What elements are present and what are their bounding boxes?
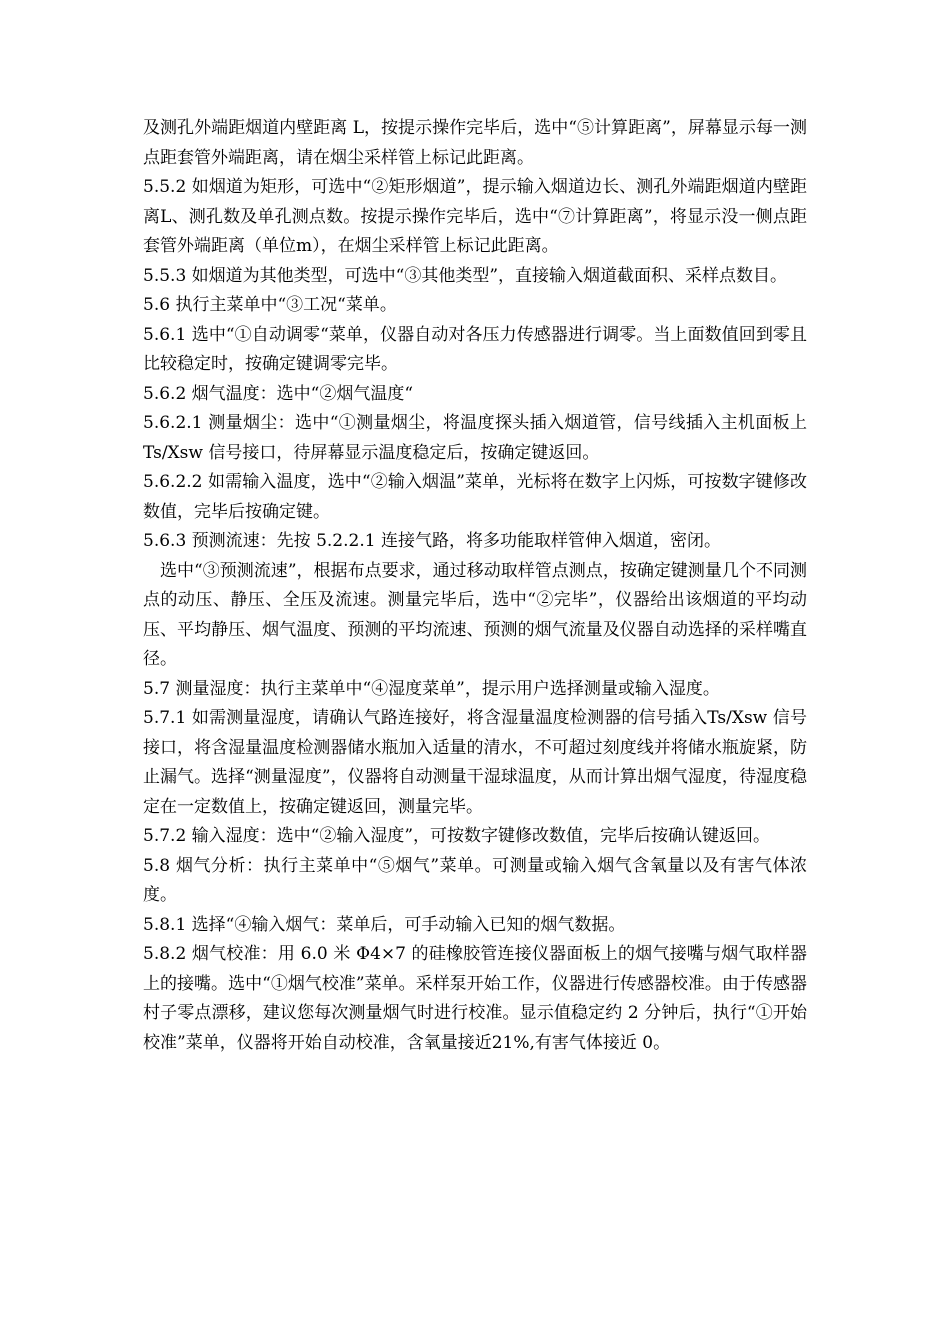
- document-body: [143, 114, 807, 1058]
- paragraph-5-8: 5.8 烟气分析：执行主菜单中“⑤烟气”菜单。可测量或输入烟气含氧量以及有害气体浓度。: [143, 855, 807, 905]
- paragraph-5-6-3: 5.6.3 预测流速：先按 5.2.2.1 连接气路，将多功能取样管伸入烟道，密闭。: [143, 531, 721, 551]
- paragraph-5-7-2: 5.7.2 输入湿度：选中“②输入湿度”，可按数字键修改数值，完毕后按确认键返回。: [143, 826, 771, 846]
- paragraph-5-8-1: 5.8.1 选择“④输入烟气：菜单后，可手动输入已知的烟气数据。: [143, 914, 626, 935]
- paragraph-5-5-3: 5.5.3 如烟道为其他类型，可选中“③其他类型”，直接输入烟道截面积、采样点数目。: [143, 265, 788, 286]
- paragraph-predict-flow: 选中“③预测流速”，根据布点要求，通过移动取样管点测点，按确定键测量几个不同测点的动压、静压、全压及流速。测量完毕后，选中“②完毕”，仪器给出该烟道的平均动压、平均静压、烟气温度、预测的平均流速、预测的烟气流量及仪器自动选择的采样嘴直径。: [143, 560, 807, 669]
- paragraph-5-7: 5.7 测量湿度：执行主菜单中“④湿度菜单”，提示用户选择测量或输入湿度。: [143, 678, 720, 699]
- paragraph-5-6-2-1: 5.6.2.1 测量烟尘：选中“①测量烟尘，将温度探头插入烟道管，信号线插入主机面板上 Ts/Xsw 信号接口，待屏幕显示温度稳定后，按确定键返回。: [143, 413, 807, 463]
- paragraph-5-6: 5.6 执行主菜单中“③工况“菜单。: [143, 295, 397, 315]
- paragraph-5-8-2: 5.8.2 烟气校准：用 6.0 米 Φ4×7 的硅橡胶管连接仪器面板上的烟气接嘴与烟气取样器上的接嘴。选中“①烟气校准”菜单。采样泵开始工作，仪器进行传感器校准。由于传感器村子零点漂移，建议您每次测量烟气时进行校准。显示值稳定约 2 分钟后，执行“①开始校准”菜单，仪器将开始自动校准，含氧量接近21%,有害气体接近 0。: [143, 944, 807, 1053]
- paragraph-5-7-1: 5.7.1 如需测量湿度，请确认气路连接好，将含湿量温度检测器的信号插入Ts/Xsw 信号接口，将含湿量温度检测器储水瓶加入适量的清水，不可超过刻度线并将储水瓶旋紧，防止漏气。选择“测量湿度”，仪器将自动测量干湿球温度，从而计算出烟气湿度，待湿度稳定在一定数值上，按确定键返回，测量完毕。: [143, 708, 807, 817]
- paragraph-continuation-distance: 及测孔外端距烟道内壁距离 L，按提示操作完毕后，选中“⑤计算距离”，屏幕显示每一测点距套管外端距离，请在烟尘采样管上标记此距离。: [143, 118, 807, 168]
- paragraph-5-6-2-2: 5.6.2.2 如需输入温度，选中“②输入烟温”菜单，光标将在数字上闪烁，可按数字键修改数值，完毕后按确定键。: [143, 472, 807, 522]
- paragraph-5-5-2: 5.5.2 如烟道为矩形，可选中“②矩形烟道”，提示输入烟道边长、测孔外端距烟道内壁距离L、测孔数及单孔测点数。按提示操作完毕后，选中“⑦计算距离”，将显示没一侧点距套管外端距离（单位m），在烟尘采样管上标记此距离。: [143, 177, 807, 256]
- paragraph-5-6-1: 5.6.1 选中“①自动调零“菜单，仪器自动对各压力传感器进行调零。当上面数值回到零且比较稳定时，按确定键调零完毕。: [143, 324, 807, 374]
- paragraph-5-6-2: 5.6.2 烟气温度：选中“②烟气温度“: [143, 383, 414, 404]
